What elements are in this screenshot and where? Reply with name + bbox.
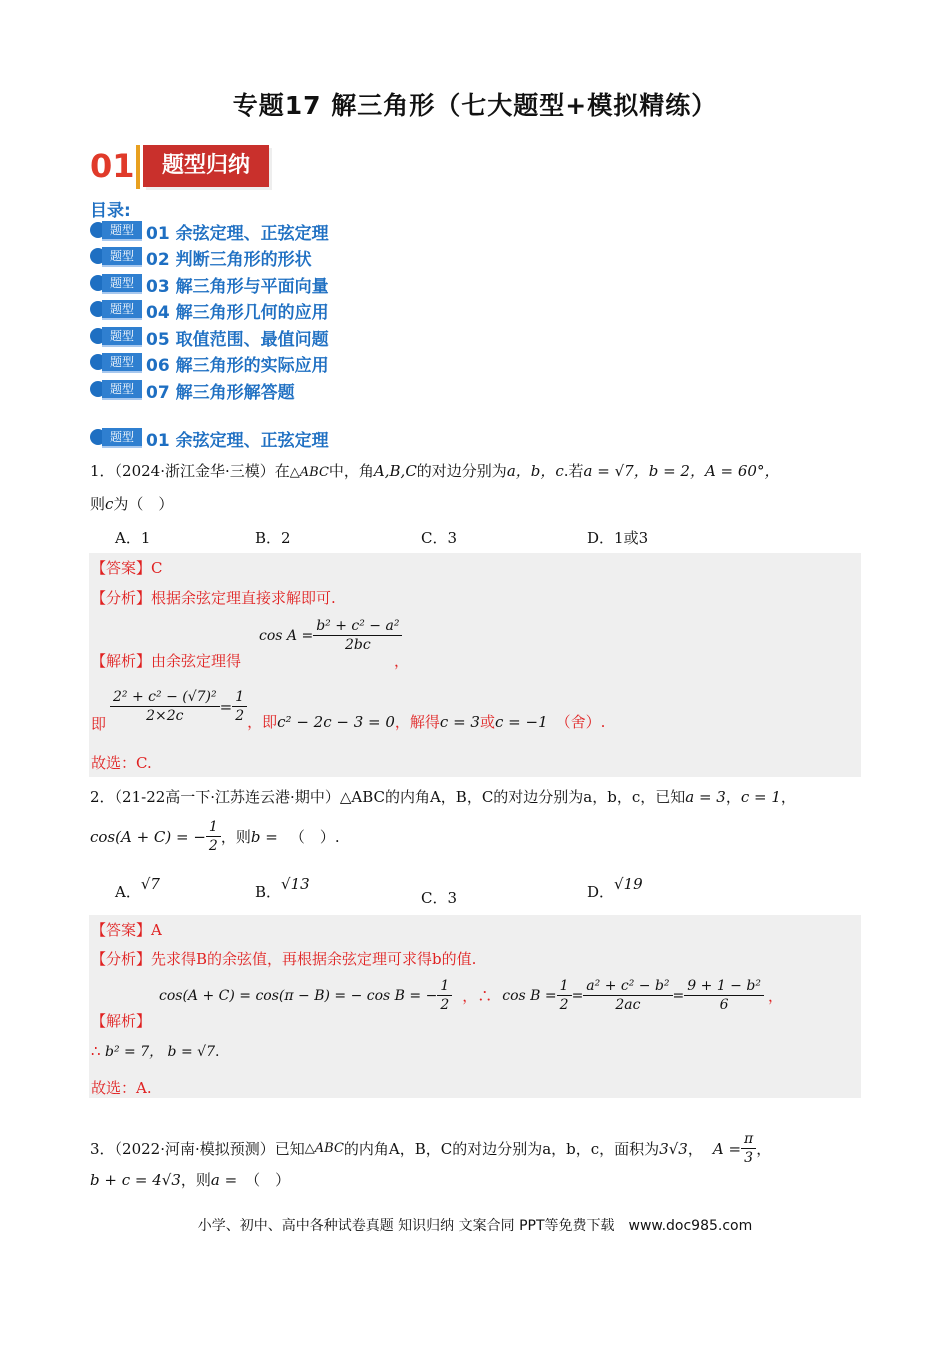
question-1-stem: 1．（2024·浙江金华·三模）在△ABC中，角A,B,C的对边分别为a，b，c.若a = √7，b = 2，A = 60°，	[90, 462, 780, 480]
question-3-ask: b + c = 4√3，则a = （ ）	[90, 1171, 291, 1189]
section-badge-number: 01	[90, 147, 135, 185]
solution-heading: 【解析】	[91, 1012, 152, 1030]
toc-item[interactable]: 题型 01 余弦定理、正弦定理	[90, 219, 329, 243]
option-d[interactable]: D．1或3	[587, 529, 649, 547]
analysis-text: 【分析】先求得B的余弦值，再根据余弦定理可求得b的值.	[91, 950, 477, 968]
solution-heading: 【解析】由余弦定理得	[91, 652, 242, 670]
option-b[interactable]: B．2	[255, 529, 291, 547]
toc-item[interactable]: 题型 02 判断三角形的形状	[90, 245, 312, 269]
answer-box-1: 【答案】C 【分析】根据余弦定理直接求解即可. 【解析】由余弦定理得 cos A = $\frac{\text{b² + c² − a²}}{2bc}$ ， 即 $\frac{\text{2² + c² − (√7)²}}{2\times 2c}$ = $\frac{1}{2}$ ，即 c² − 2c − 3 = 0 ，解得 c = 3 或 c = −1 （舍）. 故选：C.	[89, 553, 861, 777]
toc-item[interactable]: 题型 07 解三角形解答题	[90, 378, 295, 402]
topic-tag-icon: 题型	[90, 353, 144, 373]
topic-tag-icon: 题型	[90, 300, 144, 320]
choice-text: 故选：C.	[91, 754, 152, 772]
option-c[interactable]: C．3	[421, 889, 458, 907]
question-2-stem: 2．（21-22高一下·江苏连云港·期中）△ABC的内角A，B，C的对边分别为a，b，c，已知a = 3，c = 1，	[90, 788, 796, 806]
option-a[interactable]: A．√7	[115, 875, 160, 901]
topic-tag-icon: 题型	[90, 327, 144, 347]
solution-equation: cos(A + C) = cos(π − B) = − cos B = − $\frac{1}{2}$ ，∴ cos B = $\frac{1}{2}$ = $\frac{\text{a² + c² − b²}}{2ac}$ = $\frac{\text{9 + 1 − b²}}{6}$ ，	[159, 978, 783, 1013]
page-title: 专题17 解三角形（七大题型+模拟精练）	[232, 91, 718, 120]
analysis-text: 【分析】根据余弦定理直接求解即可.	[91, 589, 336, 607]
option-a[interactable]: A．1	[115, 529, 151, 547]
question-3-stem: 3．（2022·河南·模拟预测）已知 △ABC 的内角A，B，C的对边分别为a，b，c，面积为 3√3 ， A = $\frac{\pi}{3}$ ，	[90, 1131, 772, 1166]
topic-tag-icon: 题型	[90, 380, 144, 400]
topic-tag-icon: 题型	[90, 247, 144, 267]
option-d[interactable]: D．√19	[587, 875, 643, 901]
toc-item[interactable]: 题型 06 解三角形的实际应用	[90, 351, 329, 375]
answer-label: 【答案】A	[91, 921, 162, 939]
toc-item[interactable]: 题型 04 解三角形几何的应用	[90, 298, 329, 322]
topic-tag-icon: 题型	[90, 274, 144, 294]
page-footer: 小学、初中、高中各种试卷真题 知识归纳 文案合同 PPT等免费下载 www.doc985.com	[197, 1218, 753, 1234]
solution-result: ∴ b² = 7， b = √7.	[91, 1042, 220, 1060]
section-badge-label: 题型归纳	[143, 145, 269, 187]
option-c[interactable]: C．3	[421, 529, 458, 547]
topic-tag-icon: 题型	[90, 428, 144, 448]
section-badge-divider	[136, 145, 140, 189]
question-2-ask: cos(A + C) = − $\frac{1}{2}$ ，则 b = （ ）.	[90, 819, 340, 854]
topic-tag-icon: 题型	[90, 221, 144, 241]
option-b[interactable]: B．√13	[255, 875, 310, 901]
choice-text: 故选：A.	[91, 1079, 152, 1097]
cosine-formula: cos A = $\frac{\text{b² + c² − a²}}{2bc}$	[259, 617, 402, 654]
answer-label: 【答案】C	[91, 559, 163, 577]
toc-heading: 目录:	[90, 201, 131, 221]
toc-item[interactable]: 题型 03 解三角形与平面向量	[90, 272, 329, 296]
question-1-ask: 则c为（ ）	[90, 495, 174, 513]
section-heading: 题型 01 余弦定理、正弦定理	[90, 426, 329, 450]
toc-item[interactable]: 题型 05 取值范围、最值问题	[90, 325, 329, 349]
answer-box-2	[89, 915, 861, 1098]
solution-equation: 即 $\frac{\text{2² + c² − (√7)²}}{2\times 2c}$ = $\frac{1}{2}$ ，即 c² − 2c − 3 = 0 ，解得 c = 3 或 c = −1 （舍）.	[91, 689, 606, 733]
